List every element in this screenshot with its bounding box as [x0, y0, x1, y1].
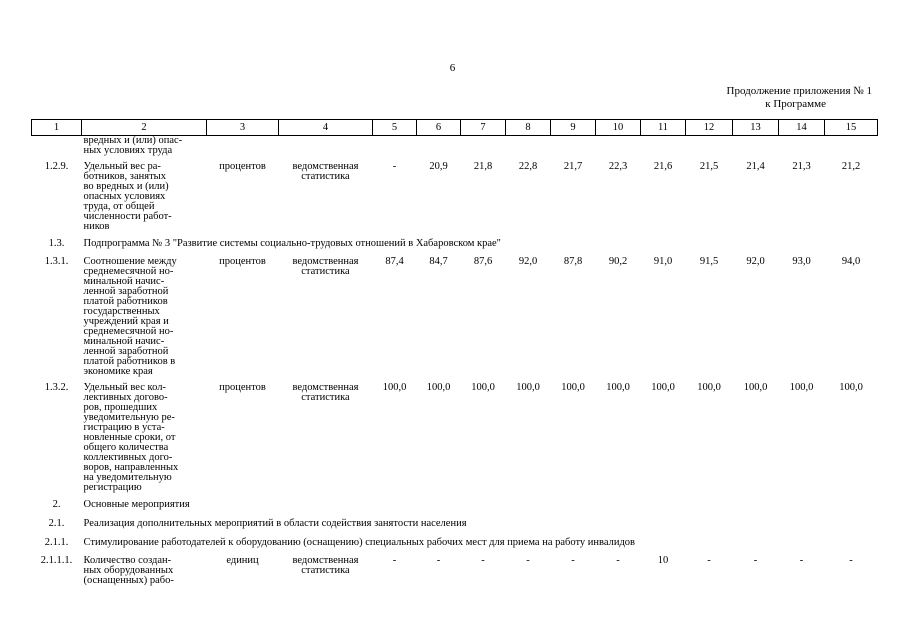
indicator-name: вредных и (или) опас- ных условиях труда [83, 135, 183, 156]
indicator-value: 92,0 [518, 256, 538, 267]
indicator-value: 21,4 [746, 161, 765, 172]
indicator-value: 100,0 [697, 382, 721, 393]
column-number-header: 13 [733, 120, 779, 136]
column-number-header: 1 [32, 120, 82, 136]
indicator-value: 100,0 [516, 382, 540, 393]
indicator-value: 100,0 [471, 382, 495, 393]
indicator-value: - [526, 555, 530, 566]
indicator-value: 90,2 [608, 256, 628, 267]
indicator-value: 91,5 [699, 256, 719, 267]
indicator-value: - [753, 555, 758, 566]
indicator-value: - [616, 555, 620, 566]
table-body [32, 136, 878, 587]
column-number-header: 12 [686, 120, 733, 136]
row-code: 2.1. [48, 518, 65, 529]
table-row [32, 156, 878, 232]
indicator-name: Соотношение между среднемесячной но- минальной начис- ленной заработной платой работников государственных учреждений края и среднемесячной но- минальной начис- ленной заработной платой работников в экономике края [83, 256, 177, 377]
indicator-value: 100,0 [651, 382, 675, 393]
page-number: 6 [449, 62, 456, 74]
column-number-header: 9 [551, 120, 596, 136]
indicator-value [373, 136, 417, 157]
indicator-value: 87,8 [563, 256, 583, 267]
row-code: 1.3. [48, 238, 65, 249]
indicator-value: 100,0 [561, 382, 585, 393]
indicator-value: - [481, 555, 485, 566]
appendix-continuation-note [727, 85, 872, 111]
indicator-value: 100,0 [839, 382, 863, 393]
indicator-value: 100,0 [743, 382, 768, 393]
indicator-value [641, 136, 686, 157]
section-title: Стимулирование работодателей к оборудованию (оснащению) специальных рабочих мест для приема на работу инвалидов [83, 537, 636, 548]
indicator-value: 92,0 [746, 256, 765, 267]
column-number-header: 2 [82, 120, 207, 136]
continuation-line-1: Продолжение приложения № 1 [726, 85, 872, 97]
indicator-value: 20,9 [429, 161, 448, 172]
indicator-value: 87,6 [473, 256, 493, 267]
unit-of-measure: единиц [226, 555, 259, 566]
column-number-header: 8 [506, 120, 551, 136]
column-number-header: 3 [207, 120, 279, 136]
indicator-value: 91,0 [653, 256, 673, 267]
indicator-value: - [571, 555, 575, 566]
column-number-header: 5 [373, 120, 417, 136]
column-number-header: 6 [417, 120, 461, 136]
indicator-value: - [799, 555, 804, 566]
indicator-value: 93,0 [792, 256, 811, 267]
indicator-value [417, 136, 461, 157]
unit-of-measure: процентов [219, 161, 266, 172]
indicator-value [551, 136, 596, 157]
column-number-row [32, 120, 878, 136]
section-row [32, 493, 878, 512]
indicator-name: Количество создан- ных оборудованных (оснащенных) рабо- [83, 555, 174, 586]
table-row [32, 550, 878, 586]
indicator-value: 100,0 [606, 382, 630, 393]
unit-of-measure: процентов [219, 382, 266, 393]
indicator-value [779, 136, 825, 157]
column-number-header: 14 [779, 120, 825, 136]
indicator-name: Удельный вес ра- ботников, занятых во вредных и (или) опасных условиях труда, от общей численности работ- ников [83, 161, 172, 232]
row-code: 2. [52, 499, 61, 510]
indicator-value: 100,0 [382, 382, 407, 393]
indicator-value: 22,8 [518, 161, 538, 172]
table-row [32, 377, 878, 493]
indicator-value [825, 136, 878, 157]
indicator-value: 84,7 [429, 256, 448, 267]
row-code: 1.2.9. [44, 161, 69, 172]
indicator-value: 21,2 [841, 161, 861, 172]
unit-of-measure [207, 136, 279, 157]
indicator-value: 22,3 [608, 161, 628, 172]
indicators-table [31, 119, 878, 586]
data-source [279, 136, 373, 157]
row-code [32, 136, 82, 157]
indicator-value: 10 [657, 555, 669, 566]
data-source: ведомственная статистика [292, 256, 359, 277]
column-number-header: 10 [596, 120, 641, 136]
section-title: Реализация дополнительных мероприятий в области содействия занятости населения [83, 518, 467, 529]
column-number-header: 7 [461, 120, 506, 136]
unit-of-measure: процентов [219, 256, 266, 267]
continuation-line-2: к Программе [765, 98, 826, 110]
row-code: 2.1.1. [44, 537, 69, 548]
indicator-value: 21,7 [563, 161, 583, 172]
indicator-value: 94,0 [841, 256, 861, 267]
indicator-value: 100,0 [426, 382, 451, 393]
data-source: ведомственная статистика [292, 161, 359, 182]
indicator-value [686, 136, 733, 157]
section-row [32, 232, 878, 251]
indicator-value: 21,3 [792, 161, 811, 172]
row-code: 1.3.1. [44, 256, 69, 267]
indicator-value: - [849, 555, 853, 566]
column-number-header: 15 [825, 120, 878, 136]
indicator-value [596, 136, 641, 157]
indicator-value: 100,0 [789, 382, 814, 393]
table-row [32, 251, 878, 377]
table-row [32, 136, 878, 157]
section-row [32, 531, 878, 550]
indicator-value [733, 136, 779, 157]
indicator-value [506, 136, 551, 157]
indicator-value: 21,6 [653, 161, 673, 172]
indicator-value: - [436, 555, 441, 566]
indicator-value: 21,8 [473, 161, 493, 172]
indicator-name: Удельный вес кол- лективных догово- ров, прошедших уведомительную ре- гистрацию в уста- новленные сроки, от общего количества коллективных дого- воров, направленных на уведомительную регистрацию [83, 382, 179, 493]
column-number-header: 4 [279, 120, 373, 136]
section-title: Основные мероприятия [83, 499, 190, 510]
row-code: 1.3.2. [44, 382, 69, 393]
data-source: ведомственная статистика [292, 555, 359, 576]
column-number-header: 11 [641, 120, 686, 136]
indicator-value: - [392, 161, 397, 172]
indicator-value: - [707, 555, 711, 566]
section-title: Подпрограмма № 3 "Развитие системы социально-трудовых отношений в Хабаровском крае" [83, 238, 501, 249]
indicator-value: - [392, 555, 397, 566]
section-row [32, 512, 878, 531]
row-code: 2.1.1.1. [40, 555, 73, 566]
indicator-value [461, 136, 506, 157]
indicator-value: 87,4 [385, 256, 404, 267]
indicator-value: 21,5 [699, 161, 719, 172]
data-source: ведомственная статистика [292, 382, 359, 403]
